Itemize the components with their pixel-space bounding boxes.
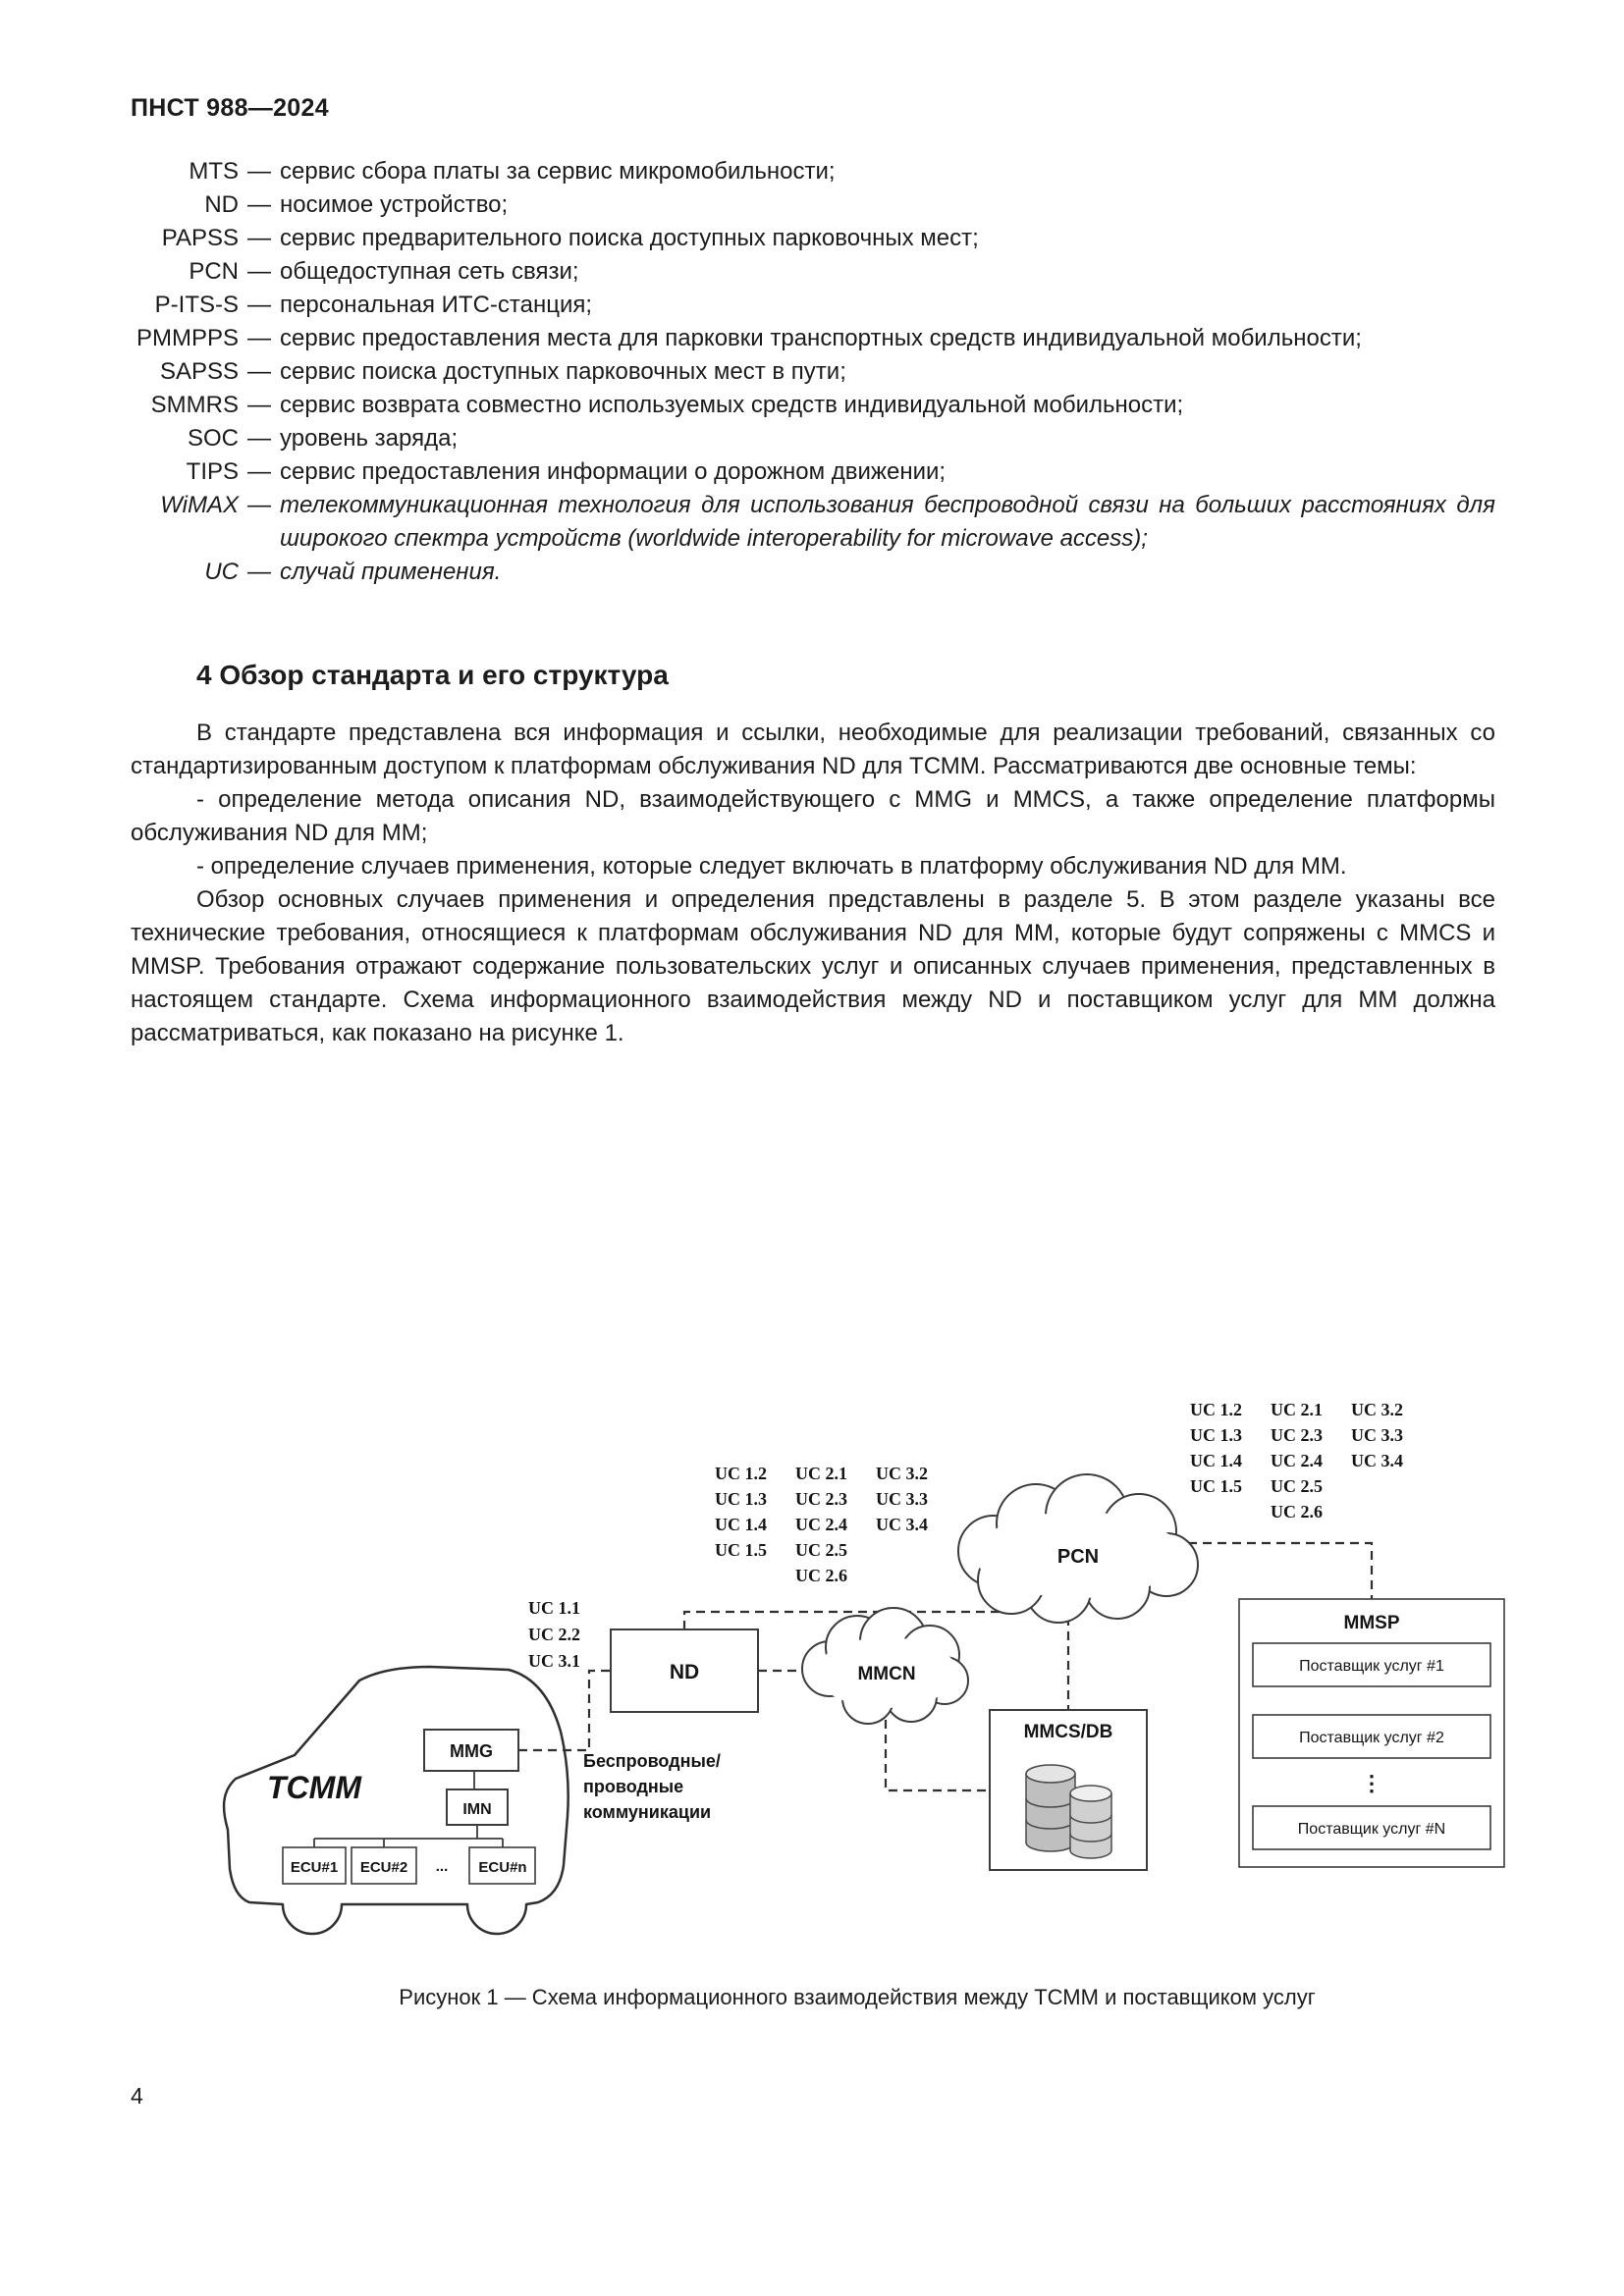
tsmm-label: ТСММ	[267, 1770, 361, 1805]
uc-label: UC 2.4	[795, 1515, 847, 1534]
uc-label: UC 3.1	[528, 1651, 580, 1671]
comm-label-line3: коммуникации	[583, 1802, 712, 1822]
uc-labels-nd-pcn	[715, 1464, 928, 1585]
definition-term: SAPSS	[159, 358, 239, 385]
definition-separator: —	[247, 225, 271, 251]
definition-text: сервис возврата совместно используемых средств индивидуальной мобильности;	[280, 392, 1184, 418]
definition-text: общедоступная сеть связи;	[280, 258, 579, 285]
mmcsdb-label: MMCS/DB	[1023, 1722, 1113, 1742]
uc-label: UC 3.4	[876, 1515, 928, 1534]
section-heading: 4 Обзор стандарта и его структура	[196, 660, 669, 690]
definition-term: PCN	[189, 258, 239, 285]
definition-separator: —	[247, 325, 271, 351]
definition-term: PMMPPS	[135, 325, 239, 351]
definition-separator: —	[247, 392, 271, 418]
definition-item	[131, 389, 1495, 422]
definition-item	[131, 188, 1495, 222]
paragraph: Обзор основных случаев применения и определения представлены в разделе 5. В этом разделе указаны все технические требования, относящиеся к платформам обслуживания ND для ММ, которые будут сопряжены с MMCS и MMSP. Требования отражают содержание пользовательских услуг и описанных случаев применения, представленных в настоящем стандарте. Схема информационного взаимодействия между ND и поставщиком услуг для ММ должна рассматриваться, как показано на рисунке 1.	[131, 886, 1495, 1046]
uc-label: UC 1.4	[715, 1515, 767, 1534]
uc-label: UC 1.3	[715, 1489, 767, 1509]
definition-term: WiMAX	[160, 492, 239, 518]
ecu1-label: ECU#1	[290, 1859, 339, 1876]
paragraph: В стандарте представлена вся информация и ссылки, необходимые для реализации требований, связанных со стандартизированным доступом к платформам обслуживания ND для ТСММ. Рассматриваются две основные темы:	[131, 720, 1495, 779]
definition-separator: —	[247, 191, 271, 218]
definition-item	[131, 255, 1495, 289]
definition-text: сервис предварительного поиска доступных парковочных мест;	[280, 225, 979, 251]
nd-label: ND	[669, 1661, 700, 1683]
definition-separator: —	[247, 358, 271, 385]
definition-separator: —	[247, 292, 271, 318]
link-pcn-mmsp	[1173, 1543, 1372, 1599]
definition-separator: —	[247, 258, 271, 285]
definition-separator: —	[247, 559, 271, 585]
definition-text: сервис поиска доступных парковочных мест в пути;	[280, 358, 846, 385]
paragraph-dash-item: - определение метода описания ND, взаимодействующего с MMG и MMCS, а также определение платформы обслуживания ND для ММ;	[131, 786, 1495, 846]
uc-label: UC 2.1	[795, 1464, 847, 1483]
uc-label: UC 3.4	[1351, 1451, 1403, 1470]
providerN-label: Поставщик услуг #N	[1297, 1821, 1446, 1838]
provider2-label: Поставщик услуг #2	[1299, 1730, 1444, 1746]
mmcn-cloud	[802, 1608, 968, 1724]
definition-text: персональная ИТС-станция;	[280, 292, 593, 318]
uc-label: UC 1.2	[715, 1464, 767, 1483]
uc-label: UC 3.3	[876, 1489, 928, 1509]
definition-item	[131, 556, 1495, 589]
uc-label: UC 1.3	[1190, 1425, 1242, 1445]
ecu-ellipsis: ...	[435, 1858, 449, 1875]
definition-term: PAPSS	[161, 225, 239, 251]
mmg-label: MMG	[450, 1741, 493, 1761]
definition-term: TIPS	[186, 458, 239, 485]
definition-item	[131, 355, 1495, 389]
uc-label: UC 1.1	[528, 1598, 580, 1618]
comm-label-line1: Беспроводные/	[583, 1751, 721, 1771]
definition-term: SMMRS	[150, 392, 239, 418]
uc-label: UC 3.2	[876, 1464, 928, 1483]
uc-label: UC 2.2	[528, 1625, 580, 1644]
uc-label: UC 1.4	[1190, 1451, 1242, 1470]
pcn-label: PCN	[1056, 1546, 1100, 1568]
uc-label: UC 2.3	[1271, 1425, 1323, 1445]
definition-separator: —	[247, 425, 271, 452]
definition-item	[131, 289, 1495, 322]
uc-label: UC 2.4	[1271, 1451, 1323, 1470]
uc-label: UC 2.6	[795, 1566, 847, 1585]
ecun-label: ECU#n	[478, 1859, 527, 1876]
definition-term: MTS	[189, 158, 239, 185]
definition-separator: —	[247, 458, 271, 485]
definition-item	[131, 455, 1495, 489]
definition-text: случай применения.	[280, 559, 502, 585]
uc-labels-mmg-nd	[528, 1598, 580, 1671]
definition-item	[131, 422, 1495, 455]
definition-item	[131, 222, 1495, 255]
imn-label: IMN	[462, 1801, 492, 1818]
abbreviation-list	[131, 155, 1495, 589]
definition-term: SOC	[187, 425, 239, 452]
definition-text: сервис сбора платы за сервис микромобильности;	[280, 158, 836, 185]
mmcn-label: MMCN	[857, 1664, 916, 1684]
definition-item	[131, 489, 1495, 556]
figure-1-diagram	[147, 1386, 1522, 1936]
definition-text: сервис предоставления информации о дорожном движении;	[280, 458, 947, 485]
comm-label-line2: проводные	[583, 1777, 684, 1796]
definition-text: телекоммуникационная технология для использования беспроводной связи на больших расстояниях для широкого спектра устройств (worldwide interoperability for microwave access);	[280, 492, 1495, 552]
uc-label: UC 1.5	[1190, 1476, 1242, 1496]
figure-caption: Рисунок 1 — Схема информационного взаимодействия между ТСММ и поставщиком услуг	[399, 1985, 1316, 2009]
uc-label: UC 2.5	[795, 1540, 847, 1560]
document-header: ПНСТ 988—2024	[131, 94, 329, 122]
paragraph-dash-item: - определение случаев применения, которые следует включать в платформу обслуживания ND для ММ.	[196, 853, 1347, 880]
uc-label: UC 2.5	[1271, 1476, 1323, 1496]
definition-term: P-ITS-S	[154, 292, 239, 318]
uc-labels-pcn-mmsp	[1190, 1400, 1403, 1522]
definition-separator: —	[247, 492, 271, 518]
page-number: 4	[131, 2083, 143, 2109]
uc-label: UC 1.5	[715, 1540, 767, 1560]
definition-text: сервис предоставления места для парковки транспортных средств индивидуальной мобильности;	[280, 325, 1362, 351]
uc-label: UC 2.1	[1271, 1400, 1323, 1419]
uc-label: UC 2.3	[795, 1489, 847, 1509]
provider1-label: Поставщик услуг #1	[1299, 1658, 1444, 1675]
definition-item	[131, 322, 1495, 355]
uc-label: UC 2.6	[1271, 1502, 1323, 1522]
definition-text: уровень заряда;	[280, 425, 459, 452]
ecu2-label: ECU#2	[359, 1859, 408, 1876]
uc-label: UC 1.2	[1190, 1400, 1242, 1419]
mmsp-label: MMSP	[1343, 1613, 1400, 1633]
definition-text: носимое устройство;	[280, 191, 509, 218]
section-body	[131, 717, 1495, 1050]
provider-ellipsis: ⋮	[1361, 1771, 1382, 1795]
definition-separator: —	[247, 158, 271, 185]
pcn-cloud	[958, 1474, 1198, 1623]
definition-term: ND	[204, 191, 239, 218]
definition-item	[131, 155, 1495, 188]
definition-term: UC	[204, 559, 239, 585]
uc-label: UC 3.3	[1351, 1425, 1403, 1445]
uc-label: UC 3.2	[1351, 1400, 1403, 1419]
